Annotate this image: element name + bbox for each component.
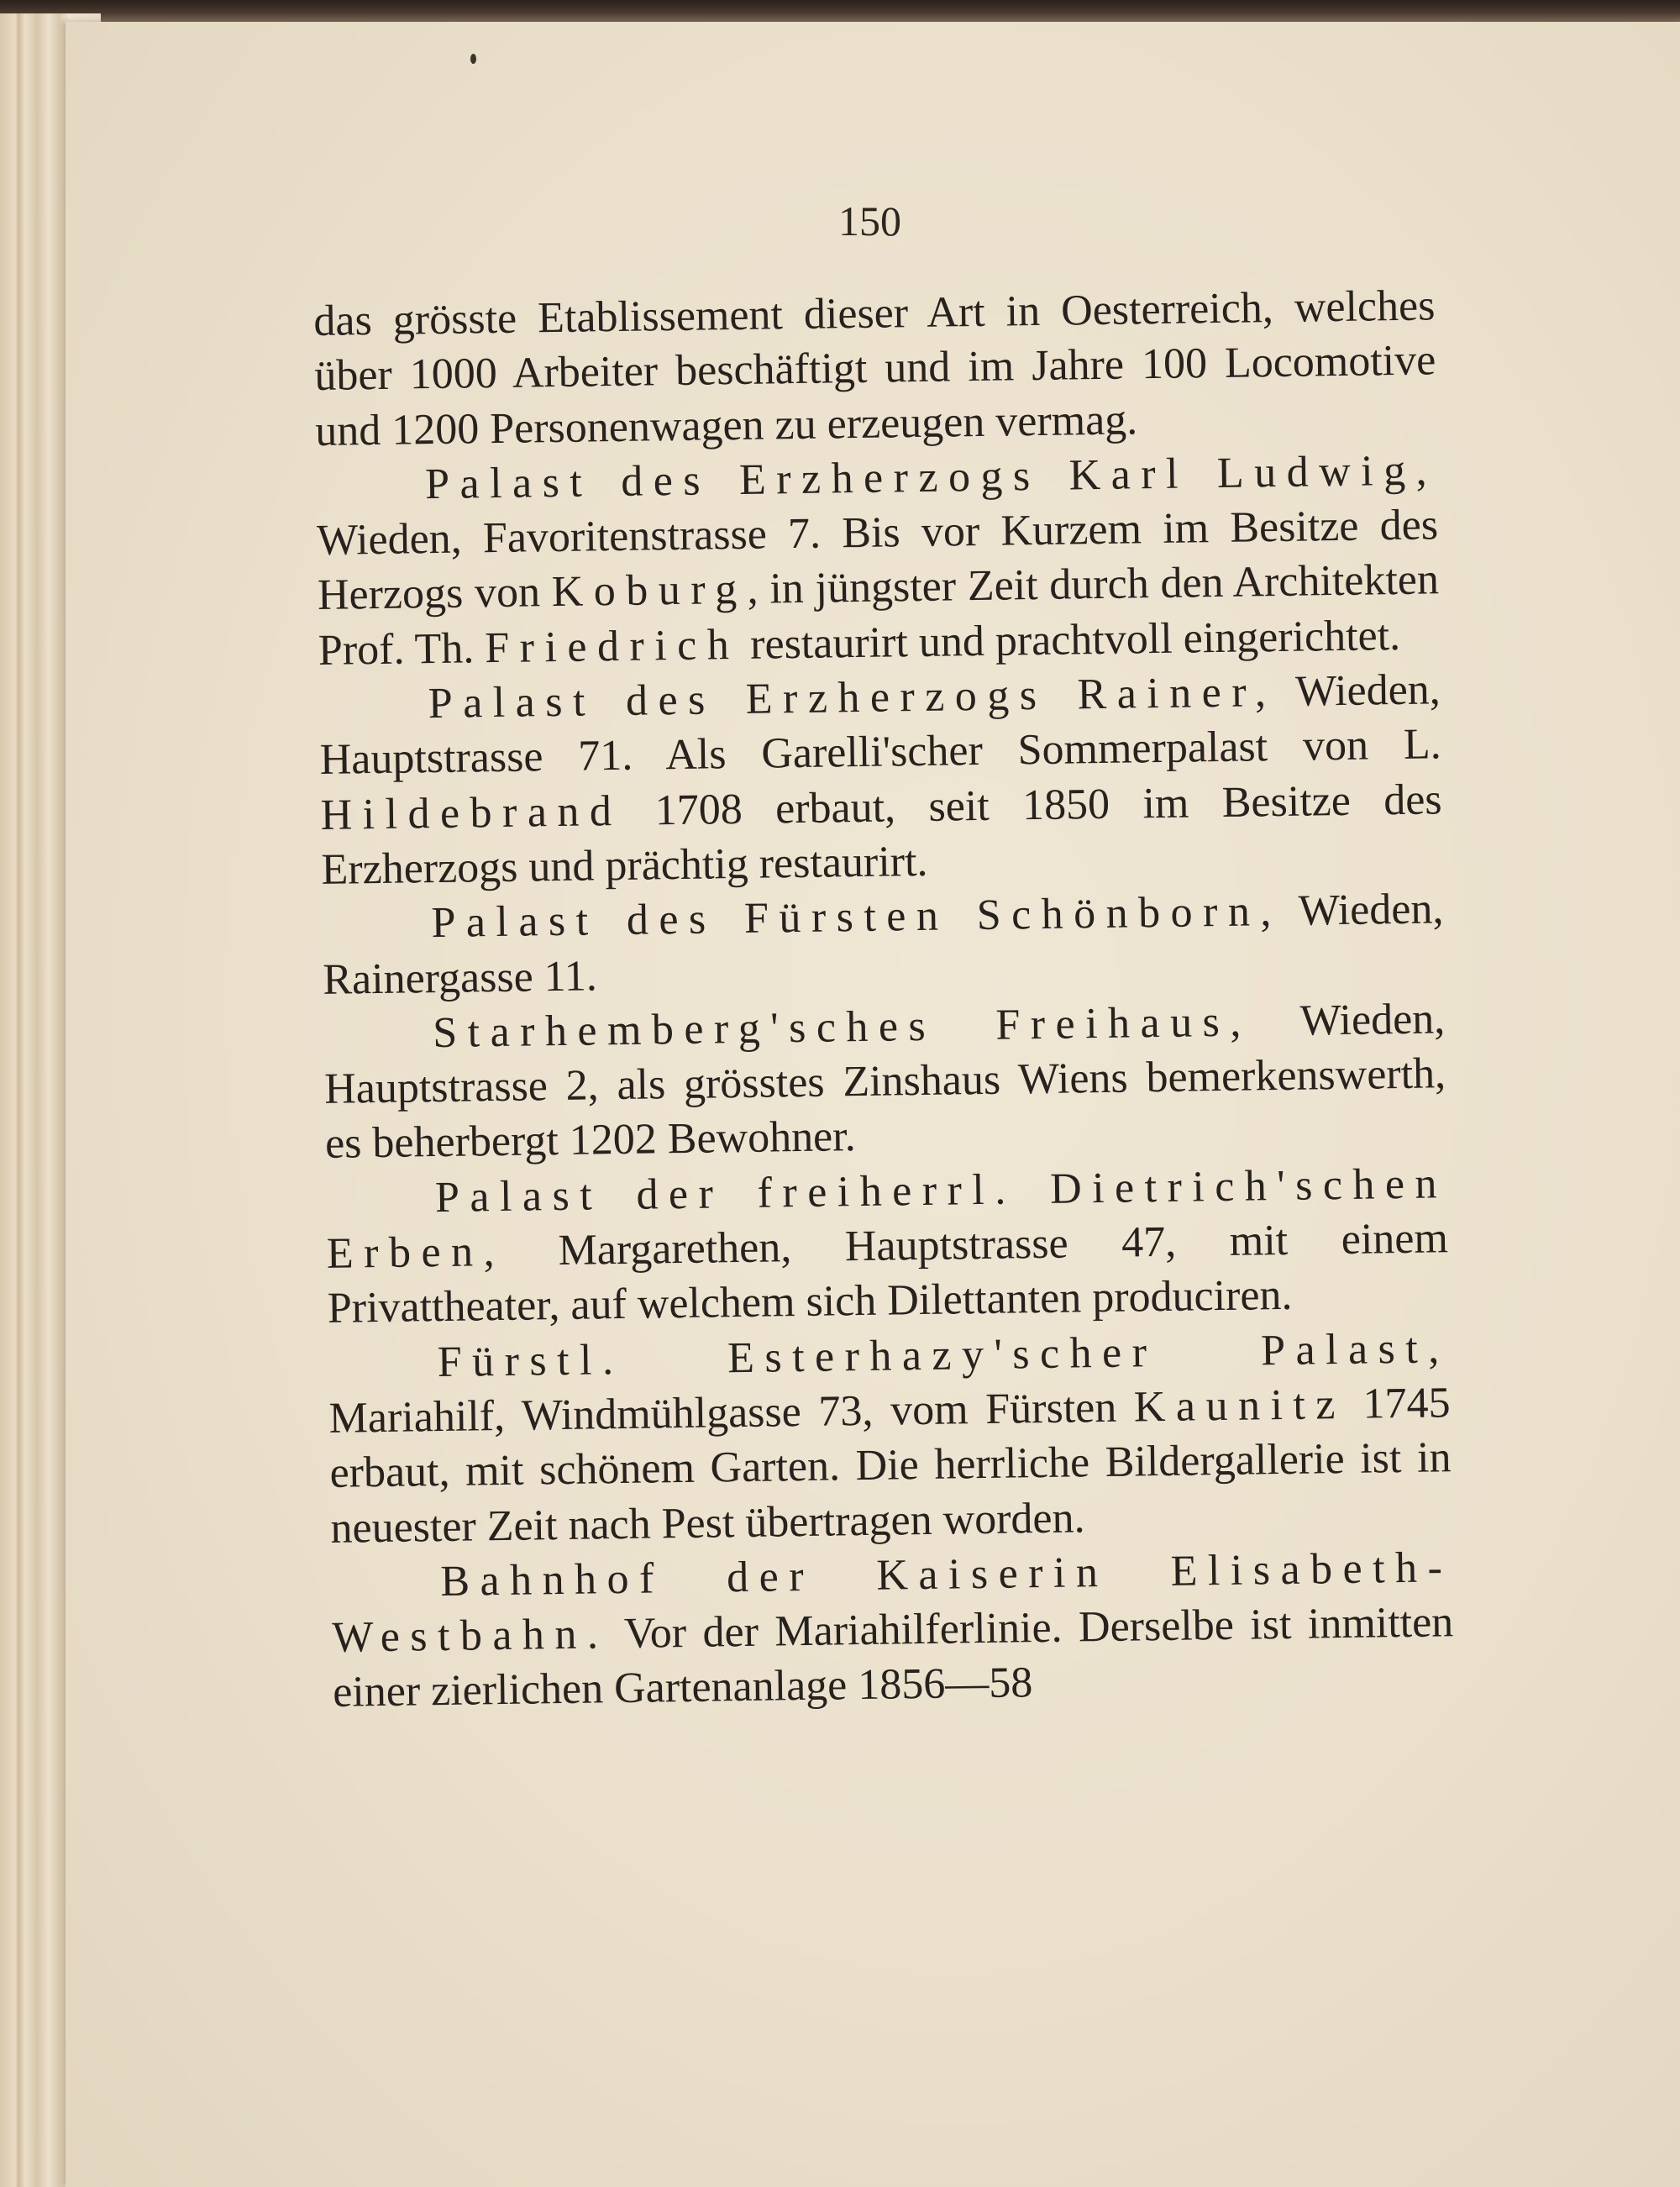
emphasized-text: Palast der freiherrl. Dietrich'schen Erben, <box>326 1159 1448 1278</box>
emphasized-text: Friedrich <box>484 620 740 672</box>
paragraph <box>326 1156 1450 1337</box>
paragraph <box>322 882 1445 1007</box>
paragraph <box>318 662 1443 897</box>
ink-speck <box>470 54 476 64</box>
text-segment: Vor der Mariahilferlinie. Derselbe ist inmitten einer zierlichen Gartenanlage 1856—58 <box>332 1598 1454 1717</box>
book-top-edge <box>0 0 1680 22</box>
text-segment: 1708 erbaut, seit 1850 im Besitze des Erzherzogs und prächtig restaurirt. <box>321 775 1442 894</box>
text-segment: Wieden, Hauptstrasse 71. Als Garelli'scher Sommerpalast von L. <box>319 665 1442 785</box>
page-body-text <box>313 278 1455 1720</box>
emphasized-text: Bahnhof der Kaiserin Elisabeth-Westbahn. <box>331 1543 1453 1662</box>
emphasized-text: Koburg <box>551 565 748 617</box>
text-segment: Margarethen, Hauptstrasse 47, mit einem Privattheater, auf welchem sich Dilettanten produciren. <box>327 1214 1449 1333</box>
text-segment: Wieden, Rainergasse 11. <box>322 885 1444 1004</box>
emphasized-text: Hildebrand <box>320 786 622 839</box>
paragraph <box>323 991 1447 1172</box>
text-segment: das grösste Etablissement dieser Art in Oesterreich, welches über 1000 Arbeiter beschäftigt und im Jahre 100 Locomotive und 1200 Personenwagen zu erzeugen vermag. <box>313 281 1436 455</box>
emphasized-text: Palast des Erzherzogs Rainer, <box>428 668 1277 728</box>
page-number: 150 <box>838 197 901 244</box>
text-segment: Wieden, Favoritenstrasse 7. Bis vor Kurzem im Besitze des Herzogs von <box>316 501 1439 620</box>
text-segment: 1745 erbaut, mit schönem Garten. Die herrliche Bildergallerie ist in neuester Zeit nach Pest übertragen worden. <box>329 1379 1452 1553</box>
paragraph <box>328 1321 1452 1556</box>
emphasized-text: Kaunitz <box>1133 1380 1347 1432</box>
emphasized-text: Starhemberg'sches Freihaus, <box>432 997 1252 1057</box>
text-segment: , in jüngster Zeit durch den Architekten Prof. Th. <box>318 555 1440 675</box>
emphasized-text: Fürstl. Esterhazy'scher Palast, <box>437 1323 1451 1386</box>
paragraph <box>313 278 1437 459</box>
text-segment: restaurirt und prachtvoll eingerichtet. <box>738 611 1401 669</box>
paragraph <box>316 443 1441 678</box>
emphasized-text: Palast des Fürsten Schönborn, <box>431 887 1283 948</box>
emphasized-text: Palast des Erzherzogs Karl Ludwig, <box>424 446 1438 509</box>
text-segment: Wieden, Hauptstrasse 2, als grösstes Zinshaus Wiens bemerkenswerth, es beherbergt 1202 Bewohner. <box>323 995 1446 1169</box>
text-segment: Mariahilf, Windmühlgasse 73, vom Fürsten <box>328 1383 1135 1443</box>
paragraph <box>331 1540 1455 1721</box>
